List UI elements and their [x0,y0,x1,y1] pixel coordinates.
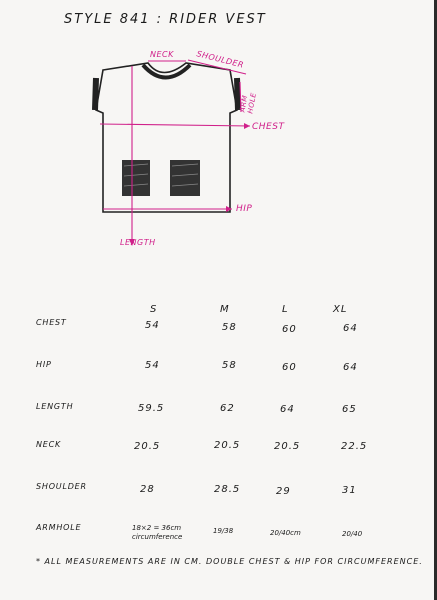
table-cell: 59.5 [138,403,165,414]
size-header-m: M [220,304,230,315]
size-header-s: S [150,304,158,315]
garment-sketch [0,0,437,260]
page-title: STYLE 841 : RIDER VEST [64,12,267,27]
table-cell: 60 [282,324,297,335]
table-cell: 20/40 [342,530,363,538]
table-cell: 20.5 [274,441,301,452]
length-label: LENGTH [120,238,156,247]
table-cell: 65 [342,404,357,415]
table-cell: 20/40cm [270,529,301,537]
size-header-l: L [282,304,289,315]
table-cell: 54 [145,320,160,331]
row-label-chest: CHEST [36,318,67,327]
vest-outline [96,63,237,212]
left-armband [95,78,96,110]
neck-label: NECK [150,50,174,59]
table-cell: 20.5 [214,440,241,451]
table-cell: 58 [222,360,237,371]
table-cell: 64 [343,323,358,334]
table-cell: 20.5 [134,441,161,452]
table-cell: 22.5 [341,441,368,452]
table-cell: 60 [282,362,297,373]
footnote: * ALL MEASUREMENTS ARE IN CM. DOUBLE CHEST & HIP FOR CIRCUMFERENCE. [36,557,423,566]
shoulder-label: SHOULDER [195,49,245,70]
table-cell: 62 [220,403,235,414]
table-cell: 29 [276,486,291,497]
row-label-armhole: ARMHOLE [36,523,82,532]
table-cell: 28 [140,484,155,495]
table-cell: 54 [145,360,160,371]
row-label-hip: HIP [36,360,52,369]
right-pocket [170,160,200,196]
row-label-length: LENGTH [36,402,74,411]
size-header-xl: XL [333,304,348,315]
collar [143,65,190,78]
row-label-neck: NECK [36,440,62,449]
armhole-label: ARM HOLE [238,91,258,115]
table-cell: 64 [343,362,358,373]
table-cell: 58 [222,322,237,333]
table-cell: 64 [280,404,295,415]
left-pocket [122,160,150,196]
table-cell: 28.5 [214,484,241,495]
chest-label: CHEST [252,122,285,132]
hip-label: HIP [236,204,253,214]
table-cell: 19/38 [213,527,234,535]
row-label-shoulder: SHOULDER [36,482,87,491]
right-armband [237,78,238,110]
table-cell: 31 [342,485,357,496]
table-cell: 18×2 = 36cm circumference [132,524,183,541]
